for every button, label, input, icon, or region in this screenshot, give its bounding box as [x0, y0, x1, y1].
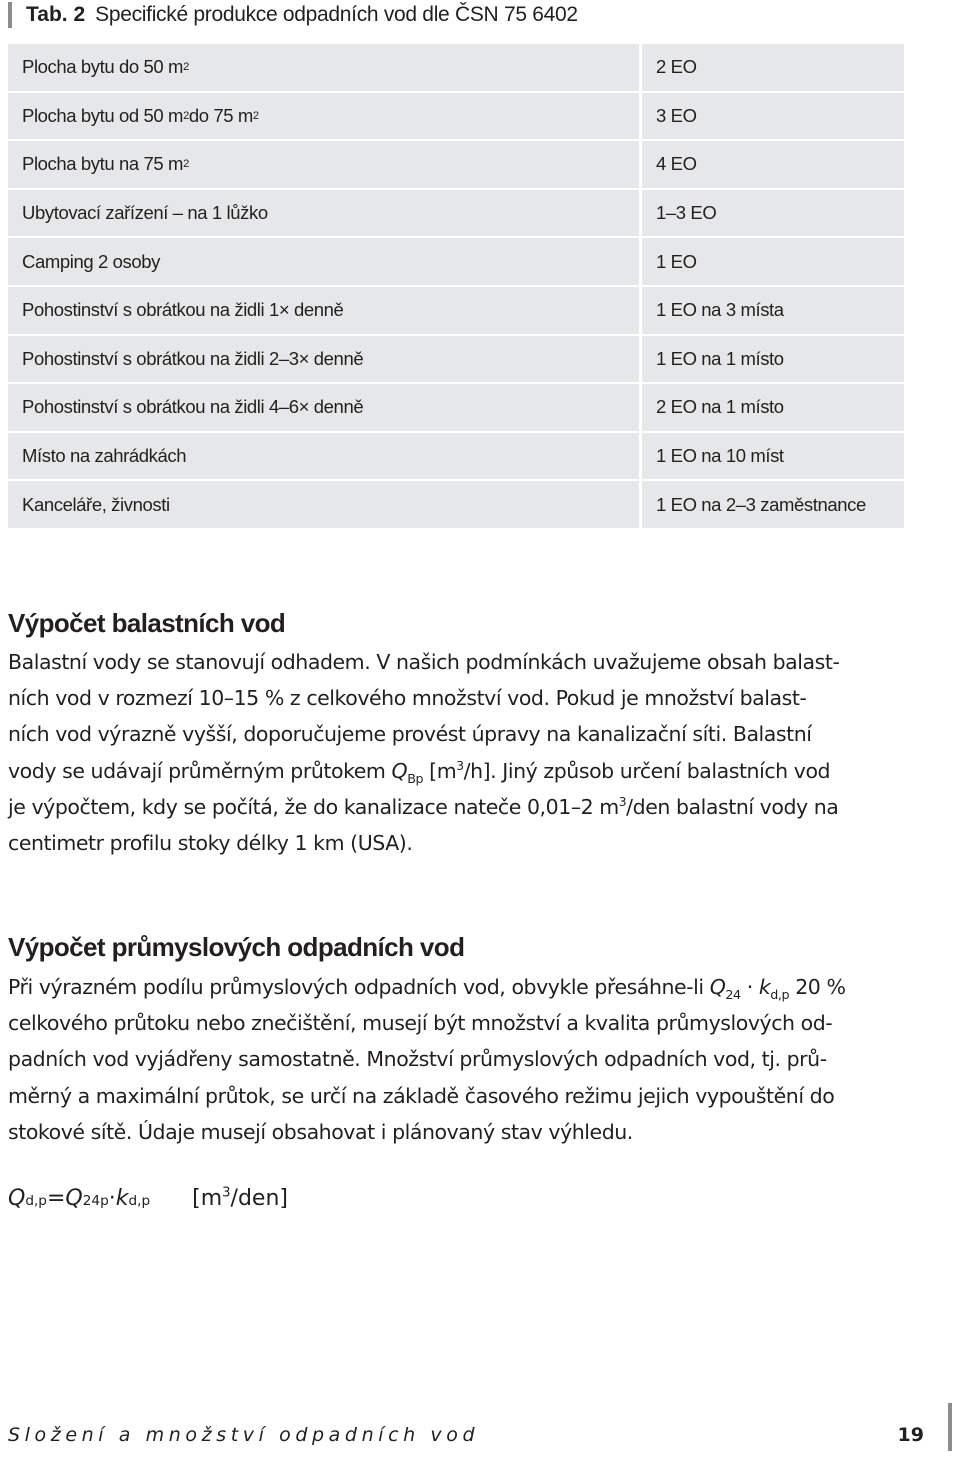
table-row	[8, 44, 904, 93]
industrial-line-2: celkového průtoku nebo znečištění, musejí být množství a kvalita průmyslových od-	[8, 1011, 833, 1036]
industrial-line-4: měrný a maximální průtok, se určí na základě časového režimu jejich vypouštění do	[8, 1083, 835, 1108]
l1-q: Q	[709, 975, 726, 999]
caption-bar	[8, 2, 12, 28]
section-heading-ballast: Výpočet balastních vod	[8, 608, 286, 638]
table-cell-label	[8, 433, 642, 482]
table-cell-label: Plocha bytu od 50 m 2 do 75 m 2	[8, 93, 642, 142]
label-pre: Plocha bytu do 50 m	[22, 56, 184, 78]
table-cell-value: 1 EO na 3 místa	[642, 287, 904, 336]
label-pre: Pohostinství s obrátkou na židli 4–6× denně	[22, 396, 364, 418]
formula: Q d,p = Q 24p · k d,p $[m^3/den]$	[8, 1185, 288, 1211]
q-subscript: Bp	[407, 770, 424, 786]
table-cell-value: 1–3 EO	[642, 190, 904, 239]
industrial-line-5: stokové sítě. Údaje musejí obsahovat i plánovaný stav výhledu.	[8, 1119, 633, 1144]
caption-label: Tab. 2	[26, 3, 86, 26]
table-cell-value: 3 EO	[642, 93, 904, 142]
formula-k: k	[115, 1186, 129, 1211]
formula-q1: Q	[8, 1186, 26, 1211]
table-cell-value: 1 EO na 2–3 zaměstnance	[642, 481, 904, 530]
formula-unit	[192, 1186, 288, 1211]
ballast-line-2: ních vod v rozmezí 10–15 % z celkového množství vod. Pokud je množství balast-	[8, 686, 807, 711]
label-pre: Kanceláře, živnosti	[22, 493, 170, 515]
table-row	[8, 141, 904, 190]
table-caption	[8, 0, 578, 30]
unit-close: /h]. Jiný způsob určení balastních vod	[463, 758, 831, 783]
l1-qsub: 24	[725, 987, 741, 1003]
table-row	[8, 93, 904, 142]
unit-sup: 3	[456, 758, 464, 773]
l1-k: k	[758, 975, 771, 999]
ballast-line-5	[8, 789, 908, 825]
l1-pre: Při výrazném podílu průmyslových odpadních vod, obvykle přesáhne-li	[8, 975, 710, 999]
line5-tail: /den balastní vody na	[626, 794, 839, 819]
formula-unit-sup: 3	[222, 1185, 231, 1201]
label-pre: Pohostinství s obrátkou na židli 2–3× denně	[22, 347, 364, 369]
table-cell-value: 4 EO	[642, 141, 904, 190]
l1-dot: ·	[740, 975, 759, 999]
table-cell-label	[8, 384, 642, 433]
footer-bar	[948, 1403, 952, 1451]
l1-ksub: d,p	[770, 987, 790, 1003]
label-pre: Ubytovací zařízení – na 1 lůžko	[22, 202, 268, 224]
ballast-line-3: ních vod výrazně vyšší, doporučujeme provést úpravy na kanalizační síti. Balastní	[8, 722, 812, 747]
label-pre: Camping 2 osoby	[22, 250, 160, 272]
table-cell-label	[8, 481, 642, 530]
table-cell-label: Plocha bytu do 50 m 2	[8, 44, 642, 93]
formula-dot: ·	[108, 1186, 116, 1211]
label-pre: Místo na zahrádkách	[22, 445, 187, 467]
table-row	[8, 190, 904, 239]
table-cell-value: 1 EO	[642, 238, 904, 287]
ballast-line-6: centimetr profilu stoky délky 1 km (USA).	[8, 831, 413, 856]
l1-tail: 20 %	[789, 975, 846, 999]
q-symbol: Q	[391, 758, 408, 783]
table-row	[8, 336, 904, 385]
table-cell-label	[8, 287, 642, 336]
line5-sup: 3	[618, 794, 627, 809]
table-cell-label	[8, 190, 642, 239]
table-cell-value: 2 EO	[642, 44, 904, 93]
ballast-line-4	[8, 753, 908, 789]
caption-text: Specifické produkce odpadních vod dle ČSN 75 6402	[95, 3, 578, 26]
table-row	[8, 433, 904, 482]
table-cell-label: Plocha bytu na 75 m 2	[8, 141, 642, 190]
table-cell-value: 2 EO na 1 místo	[642, 384, 904, 433]
table-cell-value: 1 EO na 1 místo	[642, 336, 904, 385]
table-cell-value: 1 EO na 10 míst	[642, 433, 904, 482]
table-row	[8, 287, 904, 336]
table-row	[8, 384, 904, 433]
footer-title: Složení a množství odpadních vod	[8, 1424, 480, 1446]
page-footer	[8, 1417, 952, 1453]
unit-open: [m	[423, 758, 457, 783]
table-row	[8, 481, 904, 530]
ballast-line-5-text: je výpočtem, kdy se počítá, že do kanalizace nateče 0,01–2 m	[8, 794, 619, 819]
ballast-line-1: Balastní vody se stanovují odhadem. V našich podmínkách uvažujeme obsah balast-	[8, 650, 840, 674]
label-pre: Pohostinství s obrátkou na židli 1× denně	[22, 299, 344, 321]
label-mid: do 75 m	[188, 104, 253, 126]
table-cell-label	[8, 336, 642, 385]
label-pre: Plocha bytu od 50 m	[22, 104, 184, 126]
industrial-line-1	[8, 969, 908, 1005]
page-number: 19	[897, 1424, 924, 1446]
section-heading-industrial: Výpočet průmyslových odpadních vod	[8, 932, 465, 962]
label-pre: Plocha bytu na 75 m	[22, 153, 184, 175]
table-cell-label	[8, 238, 642, 287]
formula-unit-open: [m	[192, 1186, 223, 1211]
paragraph-ballast	[8, 644, 908, 861]
industrial-line-3: padních vod vyjádřeny samostatně. Množství průmyslových odpadních vod, tj. prů-	[8, 1047, 827, 1072]
production-table	[8, 44, 904, 530]
formula-eq: =	[46, 1186, 66, 1211]
formula-unit-close: /den]	[230, 1186, 288, 1211]
table-row	[8, 238, 904, 287]
formula-q2: Q	[65, 1186, 83, 1211]
paragraph-industrial	[8, 969, 908, 1150]
ballast-line-4-text: vody se udávají průměrným průtokem	[8, 758, 392, 783]
